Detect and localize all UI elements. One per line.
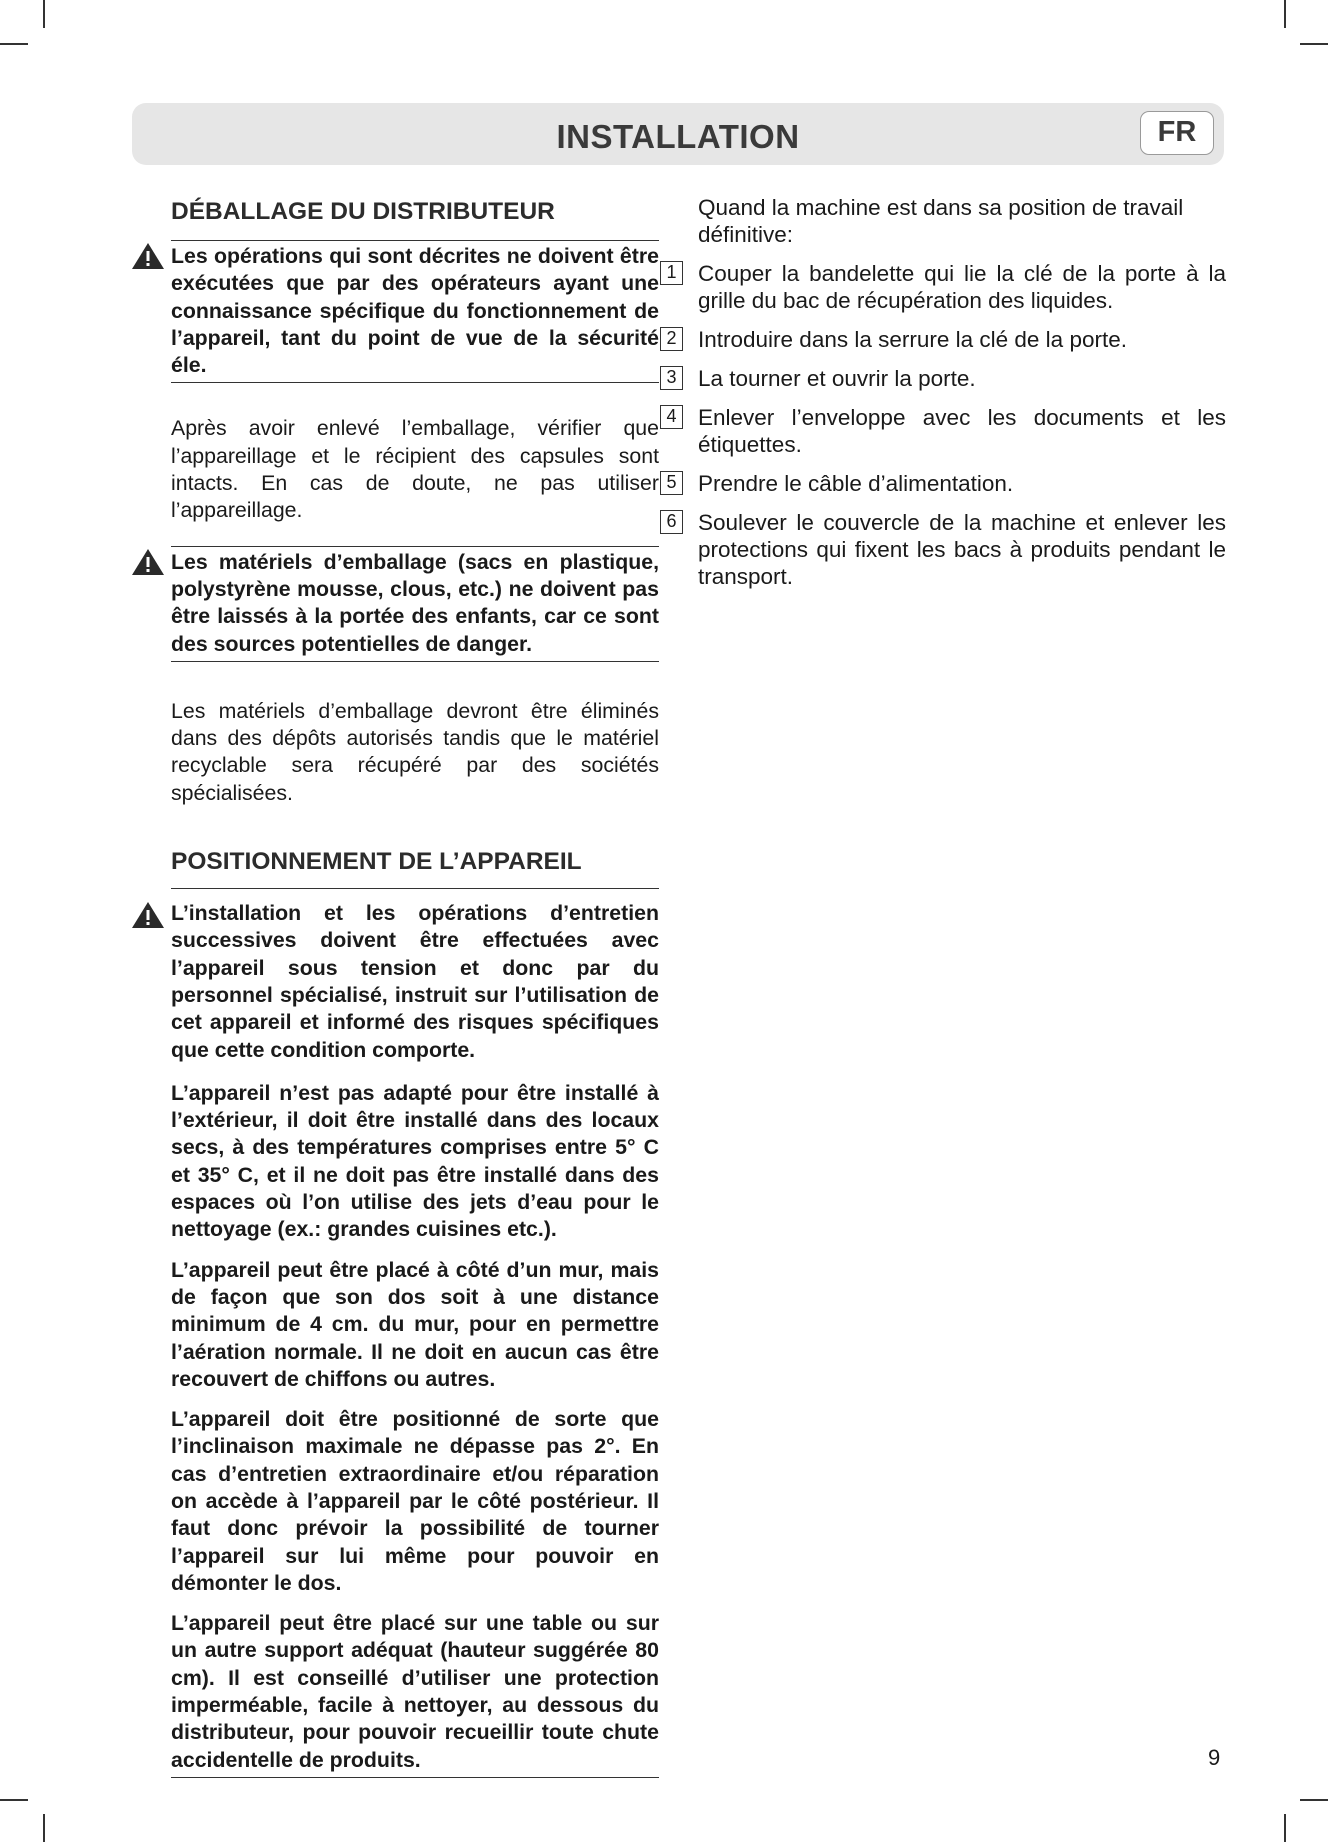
warning-text: Les opérations qui sont décrites ne doivent être exécutées que par des opérateurs ayant une connaissance spécifique du fonctionnement de l’appareil, tant du point de vue de la sécurité éle. (171, 244, 659, 378)
page-number: 9 (1208, 1745, 1221, 1770)
paragraph: L’appareil peut être placé à côté d’un mur, mais de façon que son dos soit à une distance minimum de 4 cm. du mur, pour en permettre l’aération normale. Il ne doit en aucun cas être recouvert de chiffons ou autres. (171, 1257, 659, 1391)
steps-list (666, 260, 1226, 590)
section-positioning (171, 845, 659, 1778)
step-text: Prendre le câble d’alimentation. (698, 471, 1014, 496)
crop-mark (1284, 0, 1286, 28)
step-number-box: 1 (660, 261, 683, 285)
step-number-box: 6 (660, 510, 683, 534)
page-title: INSTALLATION (556, 118, 800, 155)
warning-text: L’installation et les opérations d’entretien successives doivent être effectuées avec l’appareil sous tension et donc par du personnel spécialisé, instruit sur l’utilisation de cet appareil et informé des risques spécifiques que cette condition comporte. (171, 901, 659, 1062)
step-text: Couper la bandelette qui lie la clé de la porte à la grille du bac de récupération des liquides. (698, 261, 1226, 313)
right-column (666, 194, 1226, 590)
step-item (666, 365, 1226, 392)
paragraph: L’appareil doit être positionné de sorte que l’inclinaison maximale ne dépasse pas 2°. En cas d’entretien extraordinaire et/ou réparation on accède à l’appareil par le côté postérieur. Il faut donc prévoir la possibilité de tourner l’appareil sur lui même pour pouvoir en démonter le dos. (171, 1407, 659, 1595)
bold-paragraphs (171, 1080, 659, 1778)
paragraph: L’appareil n’est pas adapté pour être installé à l’extérieur, il doit être installé dans des locaux secs, à des températures comprises entre 5° C et 35° C, et il ne doit pas être installé dans des espaces où l’on utilise des jets d’eau pour le nettoyage (ex.: grandes cuisines etc.). (171, 1080, 659, 1242)
step-item (666, 509, 1226, 590)
step-item (666, 404, 1226, 458)
paragraph: Après avoir enlevé l’emballage, vérifier que l’appareillage et le récipient des capsules sont intacts. En cas de doute, ne pas utiliser l’appareillage. (171, 416, 659, 523)
step-number-box: 3 (660, 366, 683, 390)
warning-block (171, 240, 659, 383)
crop-mark (0, 43, 28, 45)
warning-triangle-icon (131, 242, 165, 270)
step-number-box: 5 (660, 471, 683, 495)
step-number-box: 2 (660, 327, 683, 351)
paragraph: Les matériels d’emballage devront être éliminés dans des dépôts autorisés tandis que le matériel recyclable sera récupéré par des sociétés spécialisées. (171, 698, 659, 805)
step-item (666, 470, 1226, 497)
left-column (171, 194, 659, 1778)
crop-mark (1300, 43, 1328, 45)
step-text: Introduire dans la serrure la clé de la porte. (698, 327, 1127, 352)
crop-mark (1300, 1799, 1328, 1801)
warning-block (171, 900, 659, 1067)
step-text: Enlever l’enveloppe avec les documents et les étiquettes. (698, 405, 1226, 457)
crop-mark (43, 0, 45, 28)
steps-intro: Quand la machine est dans sa position de travail définitive: (698, 195, 1184, 247)
step-item (666, 260, 1226, 314)
step-item (666, 326, 1226, 353)
step-text: La tourner et ouvrir la porte. (698, 366, 976, 391)
warning-triangle-icon (131, 548, 165, 576)
crop-mark (43, 1814, 45, 1842)
language-badge: FR (1140, 111, 1214, 155)
step-number-box: 4 (660, 405, 683, 429)
crop-mark (1284, 1814, 1286, 1842)
section-title-unpacking: DÉBALLAGE DU DISTRIBUTEUR (171, 198, 555, 225)
header-bar (132, 103, 1224, 165)
warning-block (171, 546, 659, 662)
warning-triangle-icon (131, 901, 165, 929)
warning-text: Les matériels d’emballage (sacs en plastique, polystyrène mousse, clous, etc.) ne doivent pas être laissés à la portée des enfants, car ce sont des sources potentielles de danger. (171, 549, 659, 656)
crop-mark (0, 1799, 28, 1801)
step-text: Soulever le couvercle de la machine et enlever les protections qui fixent les bacs à produits pendant le transport. (698, 510, 1226, 589)
section-title-positioning: POSITIONNEMENT DE L’APPAREIL (171, 845, 659, 889)
paragraph: L’appareil peut être placé sur une table ou sur un autre support adéquat (hauteur suggérée 80 cm). Il est conseillé d’utiliser une protection imperméable, facile à nettoyer, au dessous du distributeur, pour pouvoir recueillir toute chute accidentelle de produits. (171, 1611, 659, 1772)
